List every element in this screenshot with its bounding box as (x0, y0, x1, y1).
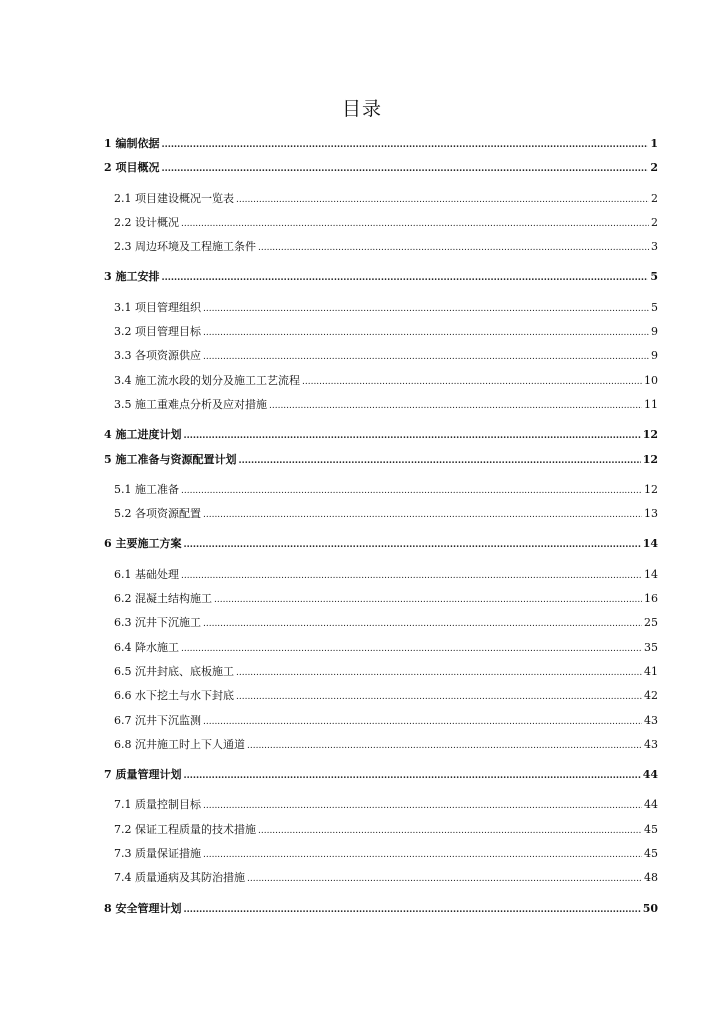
dot-leader (181, 571, 642, 581)
dot-leader (203, 352, 649, 362)
toc-section-entry[interactable] (104, 566, 658, 590)
dot-leader (183, 905, 640, 915)
dot-leader (161, 164, 648, 174)
toc-section-entry[interactable] (104, 712, 658, 736)
dot-leader (258, 826, 642, 836)
toc-chapter-entry[interactable] (104, 159, 658, 183)
toc-chapter-entry[interactable] (104, 268, 658, 292)
toc-entry-label: 7.3 质量保证措施 (114, 847, 201, 861)
toc-entry-label: 6.4 降水施工 (114, 640, 179, 654)
toc-page-number: 25 (644, 616, 658, 630)
toc-section-entry[interactable] (104, 372, 658, 396)
toc-section-entry[interactable] (104, 238, 658, 262)
toc-page-number: 41 (644, 664, 658, 678)
toc-section-entry[interactable] (104, 687, 658, 711)
toc-entry-label: 8 安全管理计划 (104, 901, 182, 915)
toc-page-number: 44 (644, 798, 658, 812)
toc-entry-label: 2.1 项目建设概况一览表 (114, 191, 234, 205)
toc-chapter-entry[interactable] (104, 426, 658, 450)
dot-leader (203, 850, 642, 860)
toc-chapter-entry[interactable] (104, 766, 658, 790)
toc-section-entry[interactable] (104, 190, 658, 214)
dot-leader (247, 874, 642, 884)
toc-section-entry[interactable] (104, 299, 658, 323)
toc-entry-label: 6 主要施工方案 (104, 537, 182, 551)
toc-page-number: 2 (650, 161, 658, 175)
toc-section-entry[interactable] (104, 614, 658, 638)
toc-entry-label: 6.5 沉井封底、底板施工 (114, 664, 234, 678)
dot-leader (258, 243, 649, 253)
toc-page-number: 9 (651, 349, 658, 363)
toc-entry-label: 2.2 设计概况 (114, 215, 179, 229)
toc-page-number: 42 (644, 689, 658, 703)
toc-entry-label: 4 施工进度计划 (104, 428, 182, 442)
toc-section-entry[interactable] (104, 396, 658, 420)
toc-chapter-entry[interactable] (104, 900, 658, 924)
toc-page-number: 16 (644, 592, 658, 606)
toc-page-number: 1 (650, 137, 658, 150)
toc-entry-label: 6.3 沉井下沉施工 (114, 616, 201, 630)
toc-chapter-entry[interactable] (104, 535, 658, 559)
toc-page-number: 44 (642, 768, 658, 782)
dot-leader (181, 219, 649, 229)
dot-leader (203, 304, 649, 314)
dot-leader (236, 668, 642, 678)
dot-leader (183, 540, 640, 550)
toc-page-number: 9 (651, 325, 658, 339)
toc-entry-label: 3.1 项目管理组织 (114, 300, 201, 314)
toc-page-number: 10 (644, 373, 658, 387)
toc-page-number: 13 (644, 507, 658, 521)
toc-page-number: 43 (644, 737, 658, 751)
dot-leader (203, 801, 642, 811)
dot-leader (161, 273, 648, 283)
toc-entry-label: 2 项目概况 (104, 161, 160, 175)
toc-entry-label: 1 编制依据 (104, 137, 160, 150)
toc-section-entry[interactable] (104, 639, 658, 663)
toc-page-number: 35 (644, 640, 658, 654)
toc-chapter-entry[interactable] (104, 135, 658, 159)
toc-section-entry[interactable] (104, 214, 658, 238)
toc-entry-label: 6.6 水下挖土与水下封底 (114, 689, 234, 703)
dot-leader (183, 771, 640, 781)
toc-entry-label: 7.1 质量控制目标 (114, 798, 201, 812)
dot-leader (236, 195, 649, 205)
toc-section-entry[interactable] (104, 869, 658, 893)
toc-page-number: 2 (651, 215, 658, 229)
toc-page-number: 11 (644, 397, 658, 411)
dot-leader (203, 510, 642, 520)
dot-leader (302, 377, 642, 387)
toc-entry-label: 7 质量管理计划 (104, 768, 182, 782)
toc-entry-label: 6.2 混凝土结构施工 (114, 592, 212, 606)
dot-leader (236, 692, 642, 702)
dot-leader (203, 619, 642, 629)
toc-entry-label: 7.4 质量通病及其防治措施 (114, 871, 245, 885)
toc-section-entry[interactable] (104, 481, 658, 505)
toc-section-entry[interactable] (104, 845, 658, 869)
toc-entry-label: 6.1 基础处理 (114, 567, 179, 581)
toc-page-number: 2 (651, 191, 658, 205)
page-title: 目录 (341, 98, 382, 120)
toc-entry-label: 3.5 施工重难点分析及应对措施 (114, 397, 267, 411)
dot-leader (181, 644, 642, 654)
dot-leader (161, 140, 648, 150)
toc-entry-label: 6.8 沉井施工时上下人通道 (114, 737, 245, 751)
toc-page-number: 50 (642, 901, 658, 915)
toc-entry-label: 5.1 施工准备 (114, 482, 179, 496)
toc-page-number: 48 (644, 871, 658, 885)
toc-page-number: 45 (644, 822, 658, 836)
toc-section-entry[interactable] (104, 590, 658, 614)
table-of-contents (104, 135, 658, 924)
toc-page-number: 12 (642, 452, 658, 466)
toc-section-entry[interactable] (104, 821, 658, 845)
toc-page-number: 5 (650, 270, 658, 284)
dot-leader (181, 486, 642, 496)
toc-entry-label: 3.4 施工流水段的划分及施工工艺流程 (114, 373, 300, 387)
dot-leader (247, 741, 642, 751)
toc-chapter-entry[interactable] (104, 451, 658, 475)
dot-leader (269, 401, 642, 411)
toc-page-number: 3 (651, 240, 658, 254)
toc-entry-label: 3 施工安排 (104, 270, 160, 284)
toc-entry-label: 3.2 项目管理目标 (114, 325, 201, 339)
toc-section-entry[interactable] (104, 323, 658, 347)
toc-section-entry[interactable] (104, 663, 658, 687)
toc-section-entry[interactable] (104, 505, 658, 529)
dot-leader (183, 431, 640, 441)
toc-entry-label: 7.2 保证工程质量的技术措施 (114, 822, 256, 836)
dot-leader (214, 595, 642, 605)
toc-entry-label: 3.3 各项资源供应 (114, 349, 201, 363)
toc-entry-label: 5 施工准备与资源配置计划 (104, 452, 237, 466)
toc-section-entry[interactable] (104, 796, 658, 820)
toc-page-number: 14 (644, 567, 658, 581)
dot-leader (203, 717, 642, 727)
toc-page-number: 45 (644, 847, 658, 861)
toc-section-entry[interactable] (104, 347, 658, 371)
dot-leader (203, 328, 649, 338)
toc-page-number: 12 (642, 428, 658, 442)
toc-page-number: 14 (642, 537, 658, 551)
toc-section-entry[interactable] (104, 736, 658, 760)
dot-leader (238, 456, 640, 466)
toc-entry-label: 5.2 各项资源配置 (114, 507, 201, 521)
toc-page-number: 5 (651, 300, 658, 314)
toc-page-number: 12 (644, 482, 658, 496)
toc-entry-label: 2.3 周边环境及工程施工条件 (114, 240, 256, 254)
toc-entry-label: 6.7 沉井下沉监测 (114, 713, 201, 727)
toc-page-number: 43 (644, 713, 658, 727)
